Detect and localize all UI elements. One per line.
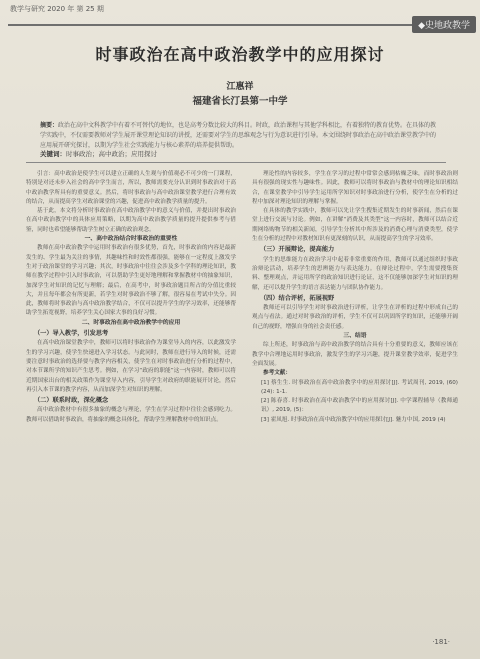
left-column <box>26 170 236 648</box>
affiliation: 福建省长汀县第一中学 <box>192 96 288 107</box>
intro-paragraph: 基于此，本文将分析时事政治在高中政治教学中的意义与价值，并提出时事政治在高中政治教学中的具体应用策略，以期为高中政治教学质量的提升提供参考与借鉴，同时也希望能够帮助学生树立正确的政治观念。 <box>26 208 236 233</box>
section-badge: ◆史地政教学 <box>412 16 476 33</box>
body-paragraph: 在具体的教学实践中，教师可以先让学生搜集近期发生的时事新闻，然后在课堂上进行交流与讨论。例如，在讲解“消费及其类型”这一内容时，教师可以结合近期网络购物节的相关新闻，引导学生分析其中所涉及的消费心理与消费类型，使学生在分析的过程中对教材知识有更深刻的认识，从而提高学生的学习效率。 <box>252 208 458 243</box>
reference-item: [1] 蔡生生. 时事政治在高中政治教学中的应用探讨[J]. 考试周刊, 2019, (60)(24): 1-1. <box>261 379 458 395</box>
subsection-heading: （一）导入教学，引发思考 <box>34 330 109 338</box>
keywords-text: 时事政治；高中政治；应用探讨 <box>66 150 157 158</box>
reference-item: [3] 霍凤旭. 时事政治在高中政治教学中的应用探讨[J]. 魅力中国, 2019 (4) <box>261 416 446 423</box>
body-paragraph: 在高中政治课堂教学中，教师可以将时事政治作为课堂导入的内容，以此激发学生的学习兴趣，使学生快速进入学习状态。与此同时，教师在进行导入的时候，还需要注意时事政治的选择要与教学内容相关，使学生在对时事政治进行分析的过程中，对本节课所学的知识产生思考。例如，在学习“政府的职能”这一内容时，教师可以将近期国家出台的相关政策作为课堂导入内容，引导学生对政府的职能展开讨论，然后再引入本节课的教学内容，从而加深学生对知识的理解。 <box>26 340 236 393</box>
article-title: 时事政治在高中政治教学中的应用探讨 <box>95 45 385 64</box>
abstract-divider <box>26 162 446 163</box>
body-paragraph: 教师在高中政治教学中运用时事政治有很多优势，首先，时事政治的内容是最新发生的、学生最为关注的事情，其趣味性和时效性都很强，能够在一定程度上激发学生对于政治课堂的学习兴趣；其次，时事政治中往往会涉及多个学科的理论知识，教师在教学过程中引入时事政治，可以帮助学生更好地理解和掌握教材中的抽象知识，加深学生对知识的记忆与理解；最后，在高考中，时事政治题目所占的分值比重较大，并且每年都会有所更新，若学生对时事政治不够了解，很容易在考试中失分。因此，教师将时事政治与高中政治教学结合，不仅可以提升学生的学习效率，还能够帮助学生拓宽视野，培养学生关心国家大事的良好习惯。 <box>26 245 236 317</box>
abstract-text: 政治在高中文科教学中有着不可替代的地位，也是高考分数比较大的科目。时政，政治课程与其他学科相比，有着独特的教育优势。在具体的教学实践中，不仅需要教师对学生展开课堂理论知识的讲授，还需要对学生的思维观念与行为意识进行引导。本文围绕时事政治在高中政治课堂教学中的应用展开研究探讨，以期为学生社会实践能力与核心素养的培养提供帮助。 <box>40 122 437 149</box>
references-label: 参考文献： <box>263 370 291 377</box>
keywords-label: 关键词： <box>40 150 66 158</box>
body-paragraph: 综上所述，时事政治与高中政治教学的结合具有十分重要的意义，教师应该在教学中合理地运用时事政治，激发学生的学习兴趣，提升课堂教学效率，促进学生全面发展。 <box>252 342 458 367</box>
keywords <box>40 149 440 158</box>
abstract-label: 摘要： <box>40 122 59 129</box>
section-heading: 三、结语 <box>343 333 367 340</box>
journal-header: 教学与研究 2020 年 第 25 期 <box>10 5 104 13</box>
body-paragraph: 教师还可以引导学生对时事政治进行评析，让学生在评析的过程中形成自己的观点与看法。通过对时事政治的评析，学生不仅可以巩固所学的知识，还能够开阔自己的视野，增强自身的社会责任感。 <box>252 305 458 330</box>
reference-item: [2] 陈春喜. 时事政治在高中政治教学中的应用探讨[J]. 中学课程辅导（教师通讯）, 2019, (5)： <box>261 398 458 414</box>
author: 江惠祥 <box>226 82 254 92</box>
section-heading: 一、高中政治结合时事政治的重要性 <box>84 236 178 243</box>
page-number: ·181· <box>432 638 450 646</box>
body-paragraph: 学生的思维能力在政治学习中起着非常重要的作用，教师可以通过组织时事政治辩论活动，培养学生的思辨能力与表达能力。在辩论过程中，学生需要搜集资料、整理观点，并运用所学的政治知识进行论证，这不仅能够加深学生对知识的理解，还可以提升学生的语言表达能力与团队协作能力。 <box>252 256 458 291</box>
subsection-heading: （四）结合评析，拓展视野 <box>260 294 335 302</box>
body-paragraph: 高中政治教材中有很多抽象的概念与理论，学生在学习过程中往往会感到吃力。教师可以借助时事政治，将抽象的概念具体化，帮助学生理解教材中的知识点。 <box>26 407 236 423</box>
subsection-heading: （二）联系时政，深化概念 <box>34 397 109 405</box>
abstract <box>40 121 440 151</box>
body-paragraph: 理论性的内容较多，学生在学习的过程中常常会感到枯燥乏味，而时事政治则具有很强的现实性与趣味性。因此，教师可以将时事政治与教材中的理论知识相结合，在课堂教学中引导学生运用所学知识对时事政治进行分析，使学生在分析的过程中加深对理论知识的理解与掌握。 <box>252 171 458 205</box>
intro-paragraph: 引言：高中政治是使学生可以建立正确的人生观与价值观必不可少的一门课程，特别是对还未步入社会的高中学生而言，所以，教师需要充分认识到时事政治对于高中政治教学所具有的重要意义。然后，将时事政治与高中政治课堂教学进行合理有效的结合，从而提高学生对政治课堂的兴趣，促进高中政治教学质量的提升。 <box>26 171 236 205</box>
right-column <box>252 170 458 648</box>
section-heading: 二、时事政治在高中政治教学中的应用 <box>81 319 181 326</box>
subsection-heading: （三）开展辩论，提高能力 <box>260 246 335 254</box>
header-rule <box>8 24 424 26</box>
